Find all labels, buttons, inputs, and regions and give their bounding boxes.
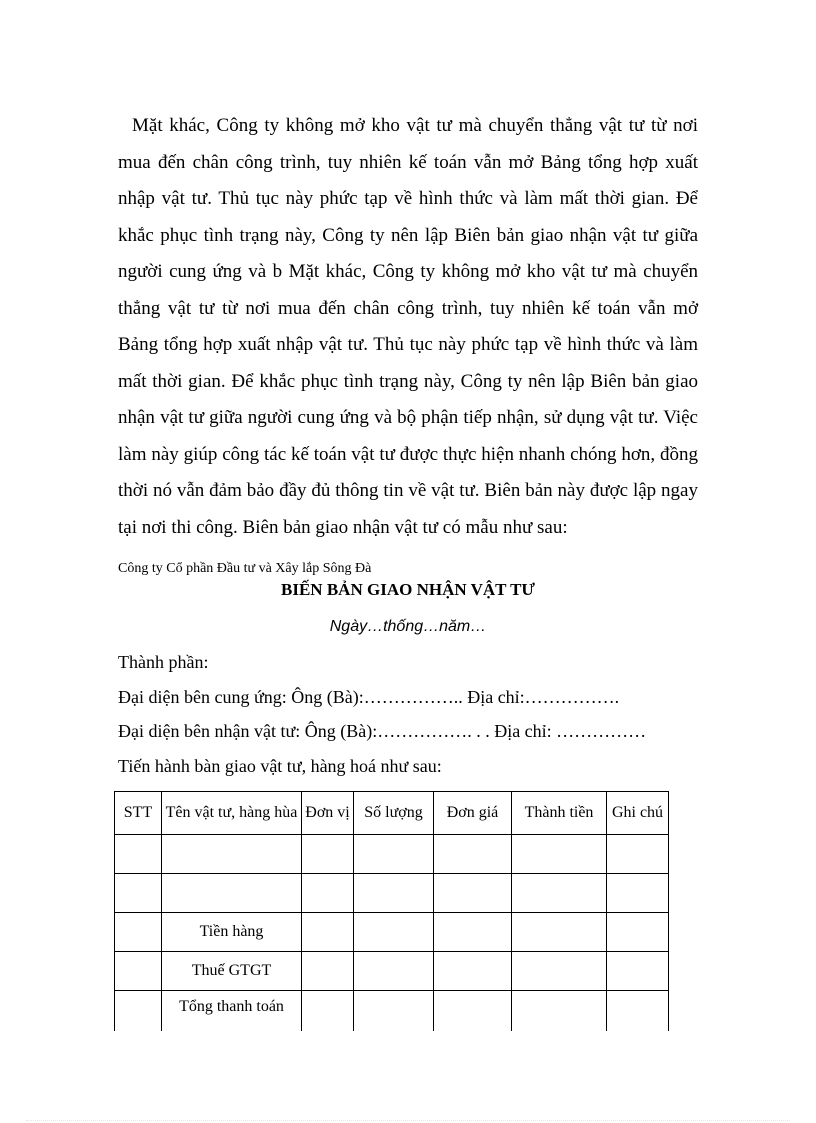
table-cell: Thuế GTGT — [162, 952, 302, 991]
table-row-total — [115, 991, 669, 1032]
header-unit-price: Đơn giá — [434, 792, 512, 835]
table-cell: Tổng thanh toán — [162, 991, 302, 1032]
table-cell — [512, 835, 607, 874]
header-unit: Đơn vị — [302, 792, 354, 835]
table-cell — [302, 835, 354, 874]
header-item-name: Tên vật tư, hàng hùa — [162, 792, 302, 835]
table-cell — [115, 835, 162, 874]
table-cell — [162, 835, 302, 874]
header-stt: STT — [115, 792, 162, 835]
materials-table — [114, 791, 669, 1031]
table-cell — [607, 835, 669, 874]
table-cell — [302, 952, 354, 991]
table-cell — [115, 874, 162, 913]
header-amount: Thành tiền — [512, 792, 607, 835]
table-cell — [354, 835, 434, 874]
table-cell — [354, 874, 434, 913]
header-note: Ghi chú — [607, 792, 669, 835]
table-cell: Tiền hàng — [162, 913, 302, 952]
members-label: Thành phần: — [118, 652, 209, 672]
table-cell — [302, 874, 354, 913]
page-bottom-divider — [26, 1120, 790, 1121]
table-cell — [512, 874, 607, 913]
table-cell — [302, 991, 354, 1032]
table-cell — [434, 991, 512, 1032]
form-title: BIẾN BẢN GIAO NHẬN VẬT TƯ — [281, 580, 535, 599]
table-cell — [354, 952, 434, 991]
supplier-line: Đại diện bên cung ứng: Ông (Bà):…………….. Địa chỉ:……………. — [118, 687, 620, 707]
table-row — [115, 874, 669, 913]
company-name: Công ty Cổ phần Đầu tư và Xây lắp Sông Đà — [118, 561, 372, 576]
table-row — [115, 835, 669, 874]
form-date: Ngày…thống…năm… — [329, 618, 487, 635]
table-cell — [302, 913, 354, 952]
body-paragraph: Mặt khác, Công ty không mở kho vật tư mà chuyển thẳng vật tư từ nơi mua đến chân công trình, tuy nhiên kế toán vẫn mở Bảng tổng hợp xuất nhập vật tư. Thủ tục này phức tạp về hình thức và làm mất thời gian. Để khắc phục tình trạng này, Công ty nên lập Biên bản giao nhận vật tư giữa người cung ứng và b Mặt khác, Công ty không mở kho vật tư mà chuyển thẳng vật tư từ nơi mua đến chân công trình, tuy nhiên kế toán vẫn mở Bảng tổng hợp xuất nhập vật tư. Thủ tục này phức tạp về hình thức và làm mất thời gian. Để khắc phục tình trạng này, Công ty nên lập Biên bản giao nhận vật tư giữa người cung ứng và bộ phận tiếp nhận, sử dụng vật tư. Việc làm này giúp công tác kế toán vật tư được thực hiện nhanh chóng hơn, đồng thời nó vẫn đảm bảo đầy đủ thông tin về vật tư. Biên bản này được lập ngay tại nơi thi công. Biên bản giao nhận vật tư có mẫu như sau: — [118, 115, 698, 538]
table-cell — [607, 874, 669, 913]
table-cell — [115, 913, 162, 952]
table-cell — [434, 952, 512, 991]
header-quantity: Số lượng — [354, 792, 434, 835]
receiver-line: Đại diện bên nhận vật tư: Ông (Bà):……………. . . Địa chỉ: …………… — [118, 721, 647, 741]
table-cell — [512, 913, 607, 952]
table-cell — [354, 991, 434, 1032]
table-cell — [512, 991, 607, 1032]
table-cell — [434, 835, 512, 874]
table-cell — [607, 991, 669, 1032]
table-cell — [162, 874, 302, 913]
table-cell — [115, 952, 162, 991]
table-cell — [434, 874, 512, 913]
table-cell — [607, 952, 669, 991]
table-cell — [607, 913, 669, 952]
table-header-row — [115, 792, 669, 835]
table-cell — [115, 991, 162, 1032]
table-row-subtotal — [115, 913, 669, 952]
handover-line: Tiến hành bàn giao vật tư, hàng hoá như sau: — [118, 756, 442, 776]
table-row-vat — [115, 952, 669, 991]
table-cell — [512, 952, 607, 991]
table-cell — [354, 913, 434, 952]
table-cell — [434, 913, 512, 952]
